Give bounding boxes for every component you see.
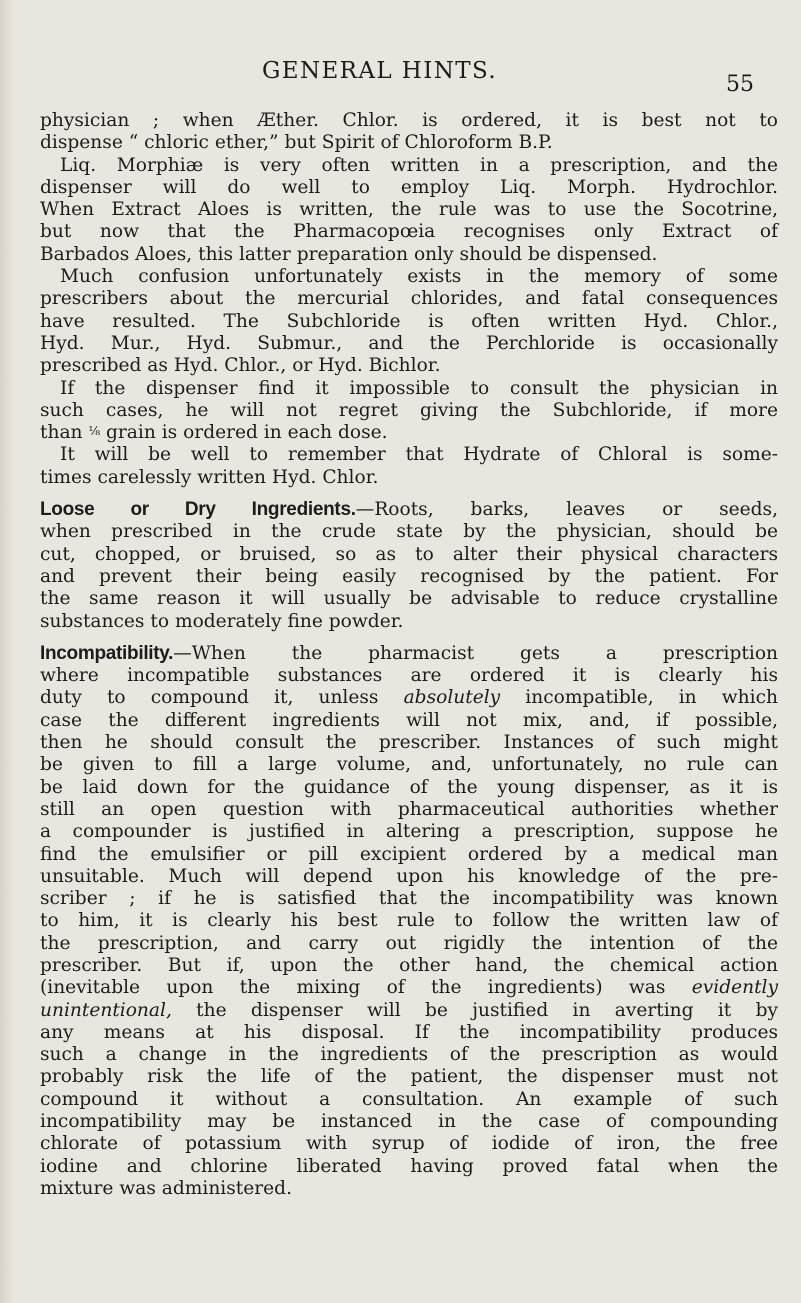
- text-line: to him, it is clearly his best rule to follow the written law of: [40, 910, 778, 932]
- text-line: dispenser will do well to employ Liq. Morph. Hydrochlor.: [40, 176, 778, 198]
- text-fragment: incompatible, in which: [525, 687, 778, 709]
- text-line: the prescription, and carry out rigidly the intention of the: [40, 932, 778, 954]
- text-line: If the dispenser find it impossible to consult the physician in: [60, 377, 778, 399]
- text-line: chlorate of potassium with syrup of iodide of iron, the free: [40, 1133, 778, 1155]
- paragraph-continuation: [40, 110, 778, 155]
- text-line: then he should consult the prescriber. Instances of such might: [40, 732, 778, 754]
- text-line: It will be well to remember that Hydrate of Chloral is some-: [60, 444, 778, 466]
- text-line: Liq. Morphiæ is very often written in a prescription, and the: [60, 154, 778, 176]
- text-fragment: (inevitable upon the mixing of the ingredients) was: [40, 977, 666, 999]
- text-line: cut, chopped, or bruised, so as to alter their physical characters: [40, 543, 778, 565]
- text-line: be given to fill a large volume, and, unfortunately, no rule can: [40, 754, 778, 776]
- text-line: iodine and chlorine liberated having proved fatal when the: [40, 1155, 778, 1177]
- section-heading: Incompatibility.: [40, 642, 174, 664]
- section-loose-dry-ingredients: [40, 499, 778, 633]
- emphasis-text: evidently: [691, 977, 778, 999]
- text-line: [40, 687, 778, 709]
- text-line: scriber ; if he is satisfied that the incompatibility was known: [40, 888, 778, 910]
- text-line: prescriber. But if, upon the other hand, the chemical action: [40, 954, 778, 976]
- text-line: prescribers about the mercurial chlorides, and fatal consequences: [40, 288, 778, 310]
- body-text: [40, 110, 778, 1200]
- text-line: be laid down for the guidance of the young dispenser, as it is: [40, 776, 778, 798]
- text-line: incompatibility may be instanced in the case of compounding: [40, 1111, 778, 1133]
- text-fragment: —Roots, barks, leaves or seeds,: [355, 499, 779, 521]
- text-line: physician ; when Æther. Chlor. is ordered, it is best not to: [40, 110, 778, 131]
- text-line: and prevent their being easily recognised by the patient. For: [40, 565, 778, 587]
- text-line: such cases, he will not regret giving the Subchloride, if more: [40, 399, 778, 421]
- text-line: compound it without a consultation. An example of such: [40, 1088, 778, 1110]
- text-line: but now that the Pharmacopœia recognises only Extract of: [40, 221, 778, 243]
- text-line: such a change in the ingredients of the prescription as would: [40, 1044, 778, 1066]
- page-edge-shadow: [0, 0, 14, 1303]
- emphasis-text: absolutely: [403, 687, 501, 709]
- text-line: Much confusion unfortunately exists in the memory of some: [60, 266, 778, 288]
- section-heading: Loose or Dry Ingredients.: [40, 499, 356, 521]
- text-line: unsuitable. Much will depend upon his knowledge of the pre-: [40, 865, 778, 887]
- text-line: dispense “ chloric ether,” but Spirit of Chloroform B.P.: [40, 132, 553, 154]
- section-gap: [40, 489, 778, 499]
- text-fragment: the dispenser will be justified in averting it by: [196, 999, 778, 1021]
- text-line: probably risk the life of the patient, the dispenser must not: [40, 1066, 778, 1088]
- running-head: GENERAL HINTS.: [262, 58, 498, 84]
- text-line: have resulted. The Subchloride is often written Hyd. Chlor.,: [40, 310, 778, 332]
- text-fragment: grain is ordered in each dose.: [106, 422, 388, 444]
- text-line: When Extract Aloes is written, the rule was to use the Socotrine,: [40, 199, 778, 221]
- text-line: [40, 977, 778, 999]
- text-line: case the different ingredients will not mix, and, if possible,: [40, 709, 778, 731]
- text-line: [40, 643, 778, 665]
- paragraph-hydrate-chloral: [40, 444, 778, 489]
- paragraph-liq-morphiae: [40, 155, 778, 266]
- page-header: [0, 58, 801, 97]
- page-number: 55: [726, 72, 754, 97]
- text-line: when prescribed in the crude state by the physician, should be: [40, 521, 778, 543]
- text-line: the same reason it will usually be advisable to reduce crystalline: [40, 588, 778, 610]
- text-line: [40, 422, 778, 444]
- text-line: [40, 1000, 778, 1022]
- section-gap: [40, 633, 778, 643]
- text-line: substances to moderately fine powder.: [40, 610, 404, 632]
- emphasis-text: unintentional,: [40, 999, 172, 1021]
- text-line: still an open question with pharmaceutical authorities whether: [40, 798, 778, 820]
- paragraph-mercurial-chlorides: [40, 266, 778, 377]
- text-line: prescribed as Hyd. Chlor., or Hyd. Bichlor.: [40, 355, 441, 377]
- text-line: mixture was administered.: [40, 1177, 292, 1199]
- text-line: Barbados Aloes, this latter preparation only should be dispensed.: [40, 243, 658, 265]
- text-line: times carelessly written Hyd. Chlor.: [40, 466, 379, 488]
- text-fragment: than: [40, 422, 83, 444]
- section-incompatibility: [40, 643, 778, 1200]
- text-line: where incompatible substances are ordered it is clearly his: [40, 665, 778, 687]
- text-line: Hyd. Mur., Hyd. Submur., and the Perchloride is occasionally: [40, 332, 778, 354]
- text-line: a compounder is justified in altering a prescription, suppose he: [40, 821, 778, 843]
- text-line: [40, 499, 778, 521]
- text-fragment: duty to compound it, unless: [40, 687, 379, 709]
- fraction-one-eighth: ⅛: [88, 424, 101, 439]
- text-line: find the emulsifier or pill excipient ordered by a medical man: [40, 843, 778, 865]
- text-fragment: —When the pharmacist gets a prescription: [173, 642, 778, 664]
- text-line: any means at his disposal. If the incompatibility produces: [40, 1021, 778, 1043]
- paragraph-dispenser-subchloride: [40, 378, 778, 445]
